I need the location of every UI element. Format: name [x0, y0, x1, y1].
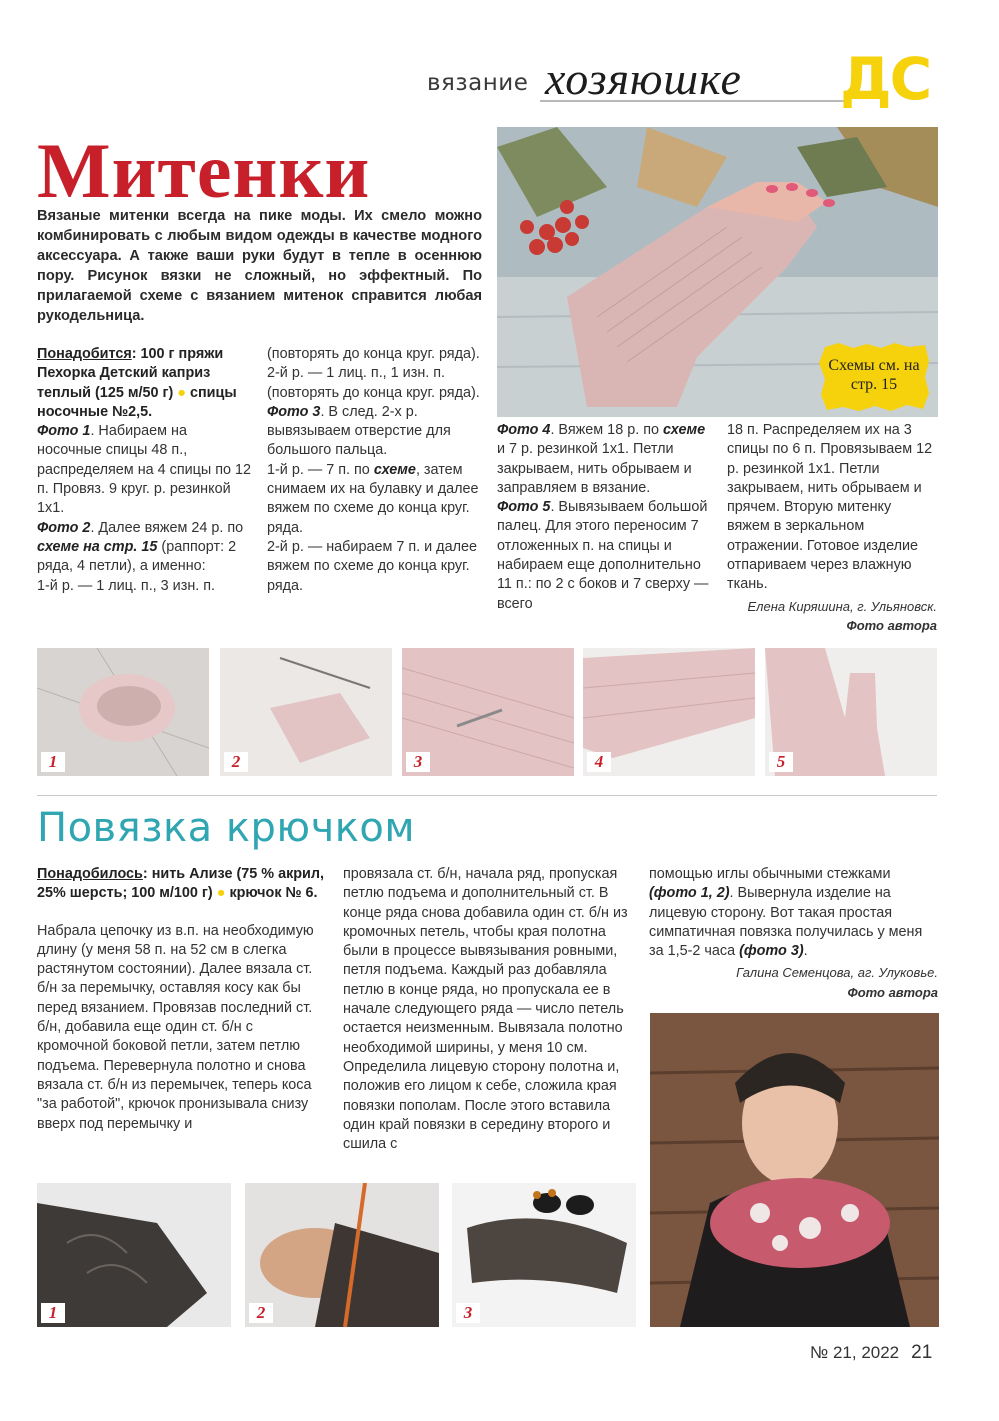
headband-photo-3 — [452, 1183, 636, 1327]
foto1-label: Фото 1 — [37, 423, 91, 440]
step-number: 2 — [224, 752, 248, 772]
row2-text: 2-й р. — 1 лиц. п., 1 изн. п. (повторять до конца круг. ряда). — [267, 365, 480, 401]
foto4-label: Фото 4 — [497, 422, 551, 438]
foto4-text: . Вяжем 18 р. по — [550, 422, 663, 438]
author-signature: Галина Семенцова, аг. Улуковье. — [736, 965, 938, 981]
article2-column-1 — [37, 865, 327, 1134]
col7-text-c: . — [803, 943, 808, 960]
materials-hook: крючок № 6. — [229, 885, 318, 902]
article2-column-3 — [649, 865, 938, 1002]
photo-ref-1: (фото 1, 2) — [649, 885, 730, 902]
magazine-section-brand: хозяюшке — [545, 53, 742, 104]
step-number: 3 — [456, 1303, 480, 1323]
foto3-row1-post: , затем снимаем их на булавку и далее вяжем по схеме до конца круг. ряда. — [267, 461, 479, 536]
step-number: 3 — [406, 752, 430, 772]
foto3-text: . В след. 2-х р. вывязываем отверстие для большого пальца. — [267, 403, 451, 459]
foto2-text-b: (раппорт: 2 ряда, 4 петли), а именно: — [37, 538, 237, 575]
col5-text: Набрала цепочку из в.п. на необходимую длину (у меня 58 п. на 52 см в слегка растянутом состоянии). Далее вязала ст. б/н за перемычку, оставляя косу как бы перед вязанием. Провязав последний ст. б/н, добавила еще один ст. б/н с кромочной боковой петли, затем петлю подъема. Перевернула полотно и снова вязала ст. б/н из перемычек, теперь коса "за работой", крючок пронизывала снизу вверх под перемычку и — [37, 922, 314, 1132]
foto3-row1-pre: 1-й р. — 7 п. по — [267, 461, 374, 478]
foto2-scheme-link: схеме на стр. 15 — [37, 538, 158, 555]
bullet-dot: ● — [177, 384, 186, 401]
article1-column-1 — [37, 345, 253, 596]
woman-headband-photo — [650, 1013, 939, 1327]
headband-photo-1 — [37, 1183, 231, 1327]
woman-photo-image — [650, 1013, 939, 1327]
foto5-label: Фото 5 — [497, 499, 551, 516]
section-divider — [37, 795, 937, 796]
article2-column-2 — [343, 865, 633, 1154]
magazine-logo — [840, 45, 938, 113]
foto1-text: . Набираем на носочные спицы 48 п., распределяем на 4 спицы по 12 п. Провяз. 9 круг. р. резинкой 1х1. — [37, 423, 252, 517]
row1-continue: (повторять до конца круг. ряда). — [267, 346, 480, 362]
headband-photo-2-image — [245, 1183, 439, 1327]
article1-column-3 — [497, 421, 709, 614]
col7-text-a: помощью иглы обычными стежками — [649, 866, 891, 882]
foto3-row2: 2-й р. — набираем 7 п. и далее вяжем по схеме до конца круг. ряда. — [267, 538, 477, 594]
logo-text: ДС — [840, 45, 931, 113]
foto2-text: . Далее вяжем 24 р. по — [90, 519, 244, 536]
step-photo-2 — [220, 648, 392, 776]
step-number: 1 — [41, 752, 65, 772]
step-number: 4 — [587, 752, 611, 772]
col4-text: 18 п. Распределяем их на 3 спицы по 6 п. Провязываем 12 р. резинкой 1х1. Петли закрываем, нить обрываем и прячем. Вторую митенку вяжем в зеркальном отражении. Готовое изделие отпариваем через влажную ткань. — [727, 422, 933, 593]
materials-needles: спицы носочные №2,5. — [37, 384, 237, 420]
foto4-scheme-link: схеме — [662, 422, 706, 438]
materials-text: : 100 г пряжи Пехорка Детский каприз теплый (125 м/50 г) — [37, 346, 224, 401]
issue-number: № 21, 2022 — [810, 1343, 900, 1362]
foto4-text-b: и 7 р. резинкой 1х1. Петли закрываем, нить обрываем и заправляем в вязание. — [497, 441, 692, 496]
headband-photo-2 — [245, 1183, 439, 1327]
step-number: 1 — [41, 1303, 65, 1323]
materials-label: Понадобится — [37, 346, 132, 362]
article1-column-2 — [267, 345, 483, 596]
author-signature: Елена Киряшина, г. Ульяновск. — [747, 598, 937, 614]
col6-text: провязала ст. б/н, начала ряд, пропуская петлю подъема и дополнительный ст. В конце ряда снова добавила один ст. б/н из кромочных петель, чтобы края полотна были в процессе вывязывания ровными, петля подъема. Каждый раз добавляла петлю в конце ряда, но пропускала ее в начале следующего ряда — число петель остается неизменным. Вывязала полотно необходимой ширины, у меня 10 см. Определила лицевую сторону полотна и, положив его лицом к себе, сложила края повязки пополам. После этого вставила один край повязки в середину второго и сшила с — [343, 866, 628, 1153]
photo-credit: Фото автора — [846, 617, 937, 633]
foto3-label: Фото 3 — [267, 403, 321, 420]
step-number: 2 — [249, 1303, 273, 1323]
page-number: 21 — [911, 1342, 933, 1363]
article1-column-4 — [727, 421, 937, 635]
foto2-label: Фото 2 — [37, 519, 91, 536]
section-label: вязание — [427, 70, 529, 96]
materials-text: : нить Ализе (75 % акрил, 25% шерсть; 100 м/100 г) — [37, 866, 325, 902]
article-intro: Вязаные митенки всегда на пике моды. Их смело можно комбинировать с любым видом одежды в качестве модного аксессуара. А также ваши руки будут в тепле в осеннюю пору. Рисунок вязки не сложный, но эффектный. По прилагаемой схеме с вязанием митенок справится любая рукодельница. — [37, 208, 482, 324]
col7-text-b: . Вывернула изделие на лицевую сторону. Вот такая простая симпатичная повязка получилась у меня за 1,5-2 часа — [649, 885, 923, 960]
step-photo-5 — [765, 648, 937, 776]
article-title-mitts: Митенки — [37, 127, 371, 214]
foto5-text: . Вывязываем большой палец. Для этого переносим 7 отложенных п. на спицы и набираем еще дополнительно 11 п.: по 2 с боков и 7 сверху — всего — [497, 499, 709, 612]
step-photo-4 — [583, 648, 755, 776]
headband-photo-1-image — [37, 1183, 231, 1327]
step-photo-1 — [37, 648, 209, 776]
materials-label: Понадобилось — [37, 866, 143, 882]
article-title-headband: Повязка крючком — [37, 805, 416, 851]
foto3-scheme-link: схеме — [373, 461, 416, 478]
sticker-text: Схемы см. на стр. 15 — [828, 357, 920, 393]
step-photo-3 — [402, 648, 574, 776]
step-number: 5 — [769, 752, 793, 772]
photo-ref-2: (фото 3) — [739, 943, 804, 960]
schemes-reference-sticker — [819, 343, 929, 411]
photo-credit: Фото автора — [847, 984, 938, 1000]
bullet-dot: ● — [216, 885, 226, 902]
page-footer — [810, 1342, 932, 1364]
foto2-row1: 1-й р. — 1 лиц. п., 3 изн. п. — [37, 577, 216, 594]
